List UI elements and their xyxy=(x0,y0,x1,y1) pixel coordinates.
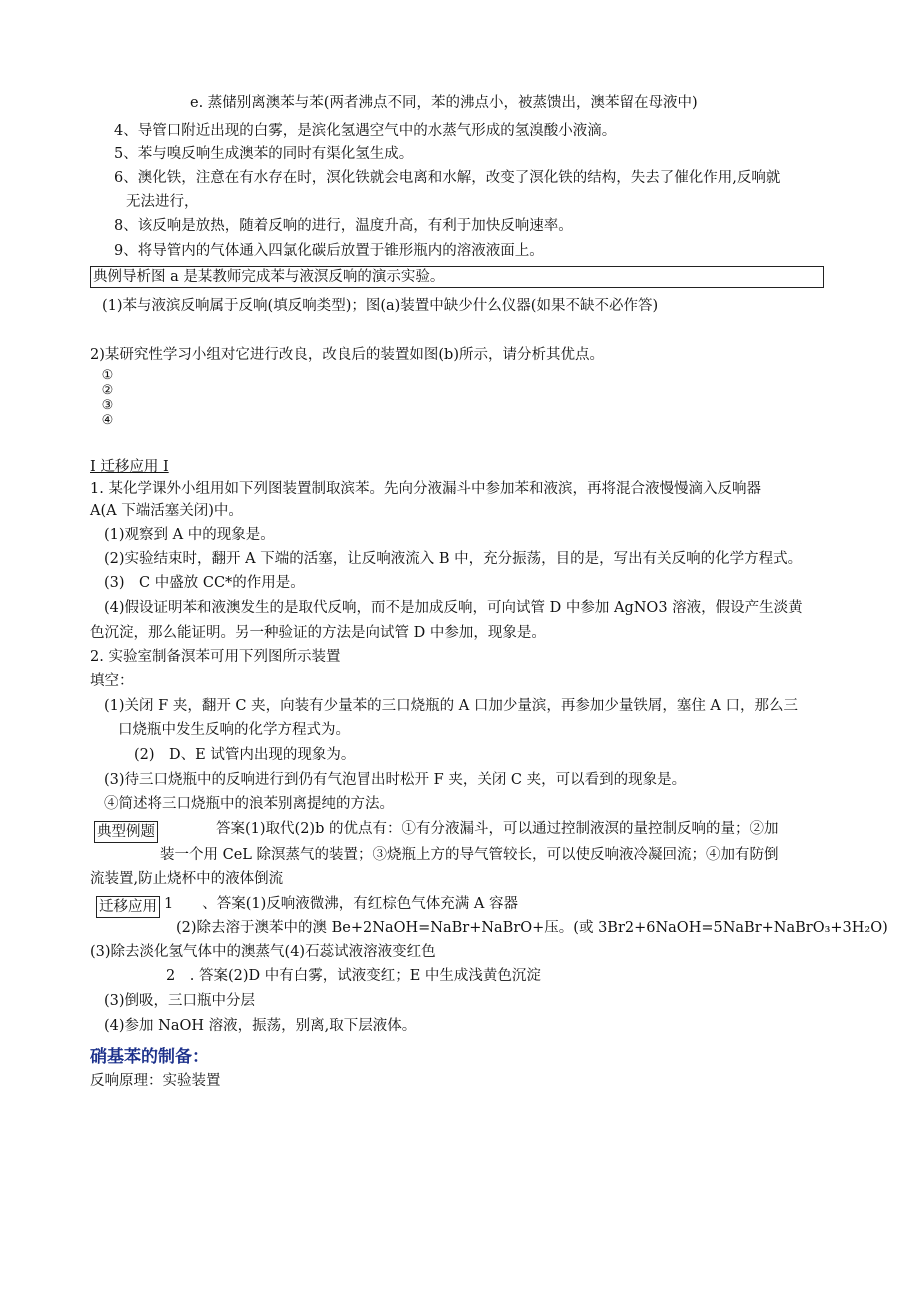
text-line: 2. 实验室制备溟苯可用下列图所示装置 xyxy=(90,649,341,665)
text-line: (2)实验结束时，翻开 A 下端的活塞，让反响液流入 B 中，充分振荡，目的是，写出有关反响的化学方程式。 xyxy=(104,551,803,567)
text-line: (1)观察到 A 中的现象是。 xyxy=(104,527,275,543)
text-line: 4、导管口附近出现的白雾，是滨化氢遇空气中的水蒸气形成的氢溴酸小液滴。 xyxy=(114,123,617,139)
text-line: ④简述将三口烧瓶中的浪苯别离提纯的方法。 xyxy=(104,796,394,812)
text-line: (1)关闭 F 夹，翻开 C 夹，向装有少量苯的三口烧瓶的 A 口加少量滨，再参加少量铁屑，塞住 A 口，那么三 xyxy=(104,698,799,714)
section-heading: 硝基苯的制备： xyxy=(90,1047,209,1067)
text-line: 无法进行， xyxy=(126,194,199,210)
text-line: 流装置,防止烧杯中的液体倒流 xyxy=(90,871,284,887)
text-line: 2 . 答案(2)D 中有白雾，试液变红；E 中生成浅黄色沉淀 xyxy=(166,968,541,984)
text-line: 1. 某化学课外小组用如下列图装置制取滨苯。先向分液漏斗中参加苯和液滨，再将混合液慢慢滴入反响器 xyxy=(90,481,761,497)
text-line: (4)参加 NaOH 溶液，振荡，别离,取下层液体。 xyxy=(104,1018,417,1034)
text-line: (2) D、E 试管内出现的现象为。 xyxy=(134,747,356,763)
typical-example-label: 典型例题 xyxy=(94,821,158,843)
text-line: 口烧瓶中发生反响的化学方程式为。 xyxy=(118,722,350,738)
text-line: (3)除去淡化氢气体中的澳蒸气(4)石蕊试液溶液变红色 xyxy=(90,944,436,960)
text-line: 答案(1)取代(2)b 的优点有：①有分液漏斗，可以通过控制液溟的量控制反响的量；②加 xyxy=(216,821,779,837)
text-line: 色沉淀，那么能证明。另一种验证的方法是向试管 D 中参加，现象是。 xyxy=(90,625,546,641)
text-line: (3) C 中盛放 CC*的作用是。 xyxy=(104,575,305,591)
text-line: (1)苯与液滨反响属于反响(填反响类型)；图(a)装置中缺少什么仪器(如果不缺不必作答) xyxy=(102,298,659,314)
text-line: 8、该反响是放热，随着反响的进行，温度升高，有利于加快反响速率。 xyxy=(114,218,573,234)
text-line: 装一个用 CeL 除溟蒸气的装置；③烧瓶上方的导气管较长，可以使反响液冷凝回流；④加有防倒 xyxy=(160,847,779,863)
text-line: 5、苯与嗅反响生成澳苯的同时有渠化氢生成。 xyxy=(114,146,414,162)
text-line: 1 、答案(1)反响液微沸，有红棕色气体充满 A 容器 xyxy=(164,896,518,912)
text-line: 反响原理：实验装置 xyxy=(90,1073,221,1089)
circled-numbers: ①②③④ xyxy=(100,368,115,428)
text-line: (3)倒吸，三口瓶中分层 xyxy=(104,993,256,1009)
text-line: 6、澳化铁，注意在有水存在时，溟化铁就会电离和水解，改变了溟化铁的结构，失去了催化作用,反响就 xyxy=(114,170,781,186)
transfer-application-label: 迁移应用 xyxy=(96,896,160,918)
text-line: 9、将导管内的气体通入四氯化碳后放置于锥形瓶内的溶液液面上。 xyxy=(114,243,544,259)
text-line: A(A 下端活塞关闭)中。 xyxy=(90,503,243,519)
text-line: (4)假设证明苯和液澳发生的是取代反响，而不是加成反响，可向试管 D 中参加 AgNO3 溶液，假设产生淡黄 xyxy=(104,600,803,616)
text-line: e. 蒸储别离澳苯与苯(两者沸点不同，苯的沸点小，被蒸馈出，澳苯留在母液中) xyxy=(190,95,698,111)
section-label: I 迁移应用 I xyxy=(90,459,169,475)
text-line: (3)待三口烧瓶中的反响进行到仍有气泡冒出时松开 F 夹，关闭 C 夹，可以看到的现象是。 xyxy=(104,772,687,788)
text-line: (2)除去溶于澳苯中的澳 Be+2NaOH=NaBr+NaBrO+压。(或 3Br2+6NaOH=5NaBr+NaBrO₃+3H₂O) xyxy=(176,920,888,936)
text-line: 填空： xyxy=(90,673,134,689)
text-line: 2)某研究性学习小组对它进行改良，改良后的装置如图(b)所示，请分析其优点。 xyxy=(90,347,604,363)
example-heading-box: 典例导析图 a 是某教师完成苯与液溟反响的演示实验。 xyxy=(90,266,824,288)
